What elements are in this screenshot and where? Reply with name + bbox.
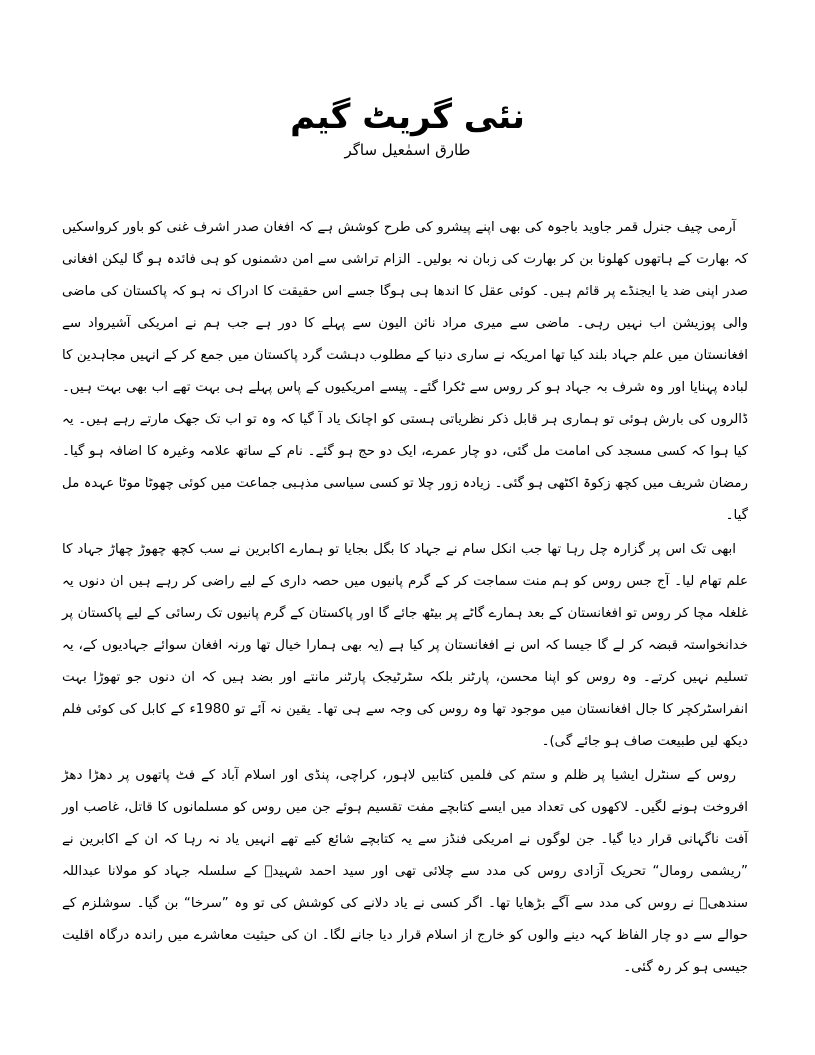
article-paragraph: ابھی تک اس پر گزارہ چل رہا تھا جب انکل سام نے جہاد کا بگل بجایا تو ہمارے اکابرین نے سب کچھ چھوڑ چھاڑ جہاد کا علم تھام لیا۔ آج جس روس کو ہم منت سماجت کر کے گرم پانیوں میں حصہ داری کے لیے راضی کر رہے ہیں ان دنوں یہ غلغلہ مچا کر روس تو افغانستان کے بعد ہمارے گاٹے پر بیٹھ جائے گا اور پاکستان کے گرم پانیوں تک رسائی کے لیے پاکستان پر خدانخواستہ قبضہ کر لے گا جیسا کہ اس نے افغانستان پر کیا ہے (یہ بھی ہمارا خیال تھا ورنہ افغان سوائے جہادیوں کے، یہ تسلیم نہیں کرتے۔ وہ روس کو اپنا محسن، پارٹنر بلکہ سٹرٹیجک پارٹنر مانتے اور بضد ہیں کہ ان دنوں جو تھوڑا بہت انفراسٹرکچر کا جال افغانستان میں موجود تھا وہ روس کی وجہ سے ہی تھا۔ یقین نہ آئے تو 1980ء کے کابل کی کوئی فلم دیکھ لیں طبیعت صاف ہو جائے گی)۔ [62, 542, 748, 749]
article-paragraph: روس کے سنٹرل ایشیا پر ظلم و ستم کی فلمیں کتابیں لاہور، کراچی، پنڈی اور اسلام آباد کے فٹ پاتھوں پر دھڑا دھڑ افروخت ہونے لگیں۔ لاکھوں کی تعداد میں ایسے کتابچے مفت تقسیم ہوئے جن میں روس کو مسلمانوں کا قاتل، غاصب اور آفت ناگہانی قرار دیا گیا۔ جن لوگوں نے امریکی فنڈز سے یہ کتابچے شائع کیے تھے انہیں یاد نہ رہا کہ ان کے اکابرین نے ”ریشمی رومال“ تحریک آزادی روس کی مدد سے چلائی تھی اور سید احمد شہیدؒ کے سلسلہ جہاد کو مولانا عبداللہ سندھیؒ نے روس کی مدد سے آگے بڑھایا تھا۔ اگر کسی نے یاد دلانے کی کوشش کی تو وہ ”سرخا“ بن گیا۔ سوشلزم کے حوالے سے دو چار الفاظ کہہ دینے والوں کو خارج از اسلام قرار دیا جانے لگا۔ ان کی حیثیت معاشرے میں راندہ درگاہ اقلیت جیسی ہو کر رہ گئی۔ [62, 768, 748, 975]
article-paragraph: آرمی چیف جنرل قمر جاوید باجوہ کی بھی اپنے پیشرو کی طرح کوشش ہے کہ افغان صدر اشرف غنی کو باور کرواسکیں کہ بھارت کے ہاتھوں کھلونا بن کر بھارت کی زبان نہ بولیں۔ الزام تراشی سے امن دشمنوں کو ہی فائدہ ہو گا لیکن افغانی صدر اپنی ضد یا ایجنڈے پر قائم ہیں۔ کوئی عقل کا اندھا ہی ہوگا جسے اس حقیقت کا ادراک نہ ہو کہ پاکستان کی ماضی والی پوزیشن اب نہیں رہی۔ ماضی سے میری مراد نائن الیون سے پہلے کا دور ہے جب ہم نے امریکی آشیرواد سے افغانستان میں علم جہاد بلند کیا تھا امریکہ نے ساری دنیا کے مطلوب دہشت گرد پاکستان میں جمع کر کے انہیں مجاہدین کا لبادہ پہنایا اور وہ شرف بہ جہاد ہو کر روس سے ٹکرا گئے۔ پیسے امریکیوں کے پاس پہلے ہی بہت تھے اب بھی بہت ہیں۔ ڈالروں کی بارش ہوئی تو ہماری ہر قابل ذکر نظریاتی ہستی کو اچانک یاد آ گیا کہ وہ تو اب تک جھک مارتے رہے ہیں۔ یہ کیا ہوا کہ کسی مسجد کی امامت مل گئی، دو چار عمرے، ایک دو حج ہو گئے۔ نام کے ساتھ علامہ وغیرہ کا اضافہ ہو گیا۔ رمضان شریف میں کچھ زکوۃ اکٹھی ہو گئی۔ زیادہ زور چلا تو کسی سیاسی مذہبی جماعت میں کوئی چھوٹا موٹا عہدہ مل گیا۔ [62, 220, 748, 523]
article-title: نئی گریٹ گیم [290, 96, 525, 137]
article-body [62, 212, 748, 984]
article-author: طارق اسمٰعیل ساگر [344, 141, 471, 159]
